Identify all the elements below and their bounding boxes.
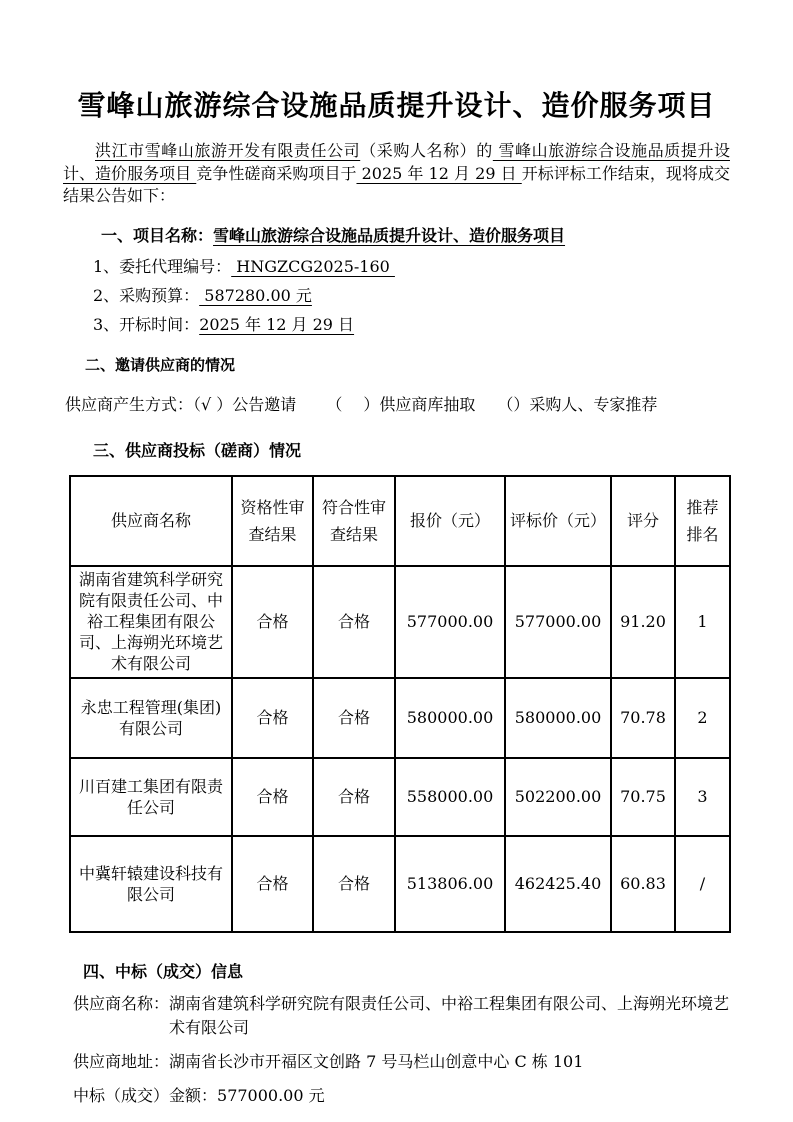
bid-open-date-underlined: 2025 年 12 月 29 日 [356,163,522,183]
cell-quote: 577000.00 [395,566,505,678]
cell-qualification: 合格 [232,836,313,932]
cell-quote: 580000.00 [395,678,505,758]
winner-name-value: 湖南省建筑科学研究院有限责任公司、中裕工程集团有限公司、上海朔光环境艺术有限公司 [169,993,730,1037]
section2-heading: 二、邀请供应商的情况 [85,355,236,374]
cell-conformity: 合格 [313,758,395,836]
col-header-conformity: 符合性审查结果 [313,476,395,566]
bid-table [69,475,731,933]
cell-score: 70.75 [611,758,675,836]
cell-quote: 558000.00 [395,758,505,836]
winner-name-line [73,992,730,1040]
cell-supplier-name: 永忠工程管理(集团)有限公司 [70,678,232,758]
cell-score: 91.20 [611,566,675,678]
cell-rank: 3 [675,758,730,836]
cell-score: 70.78 [611,678,675,758]
cell-qualification: 合格 [232,566,313,678]
intro-paragraph [63,140,730,208]
intro-text: 竞争性磋商采购项目于 [196,163,357,183]
table-row [70,566,730,678]
cell-score: 60.83 [611,836,675,932]
item-agency-code [93,258,730,275]
section4-heading: 四、中标（成交）信息 [83,961,244,981]
item-budget-value: 587280.00 元 [199,285,312,305]
cell-supplier-name: 湖南省建筑科学研究院有限责任公司、中裕工程集团有限公司、上海朔光环境艺术有限公司 [70,566,232,678]
intro-text: （采购人名称）的 [360,141,493,160]
section3-heading: 三、供应商投标（磋商）情况 [93,440,302,460]
item-budget-label: 2、采购预算： [93,285,200,305]
option-expert-recommend: （）采购人、专家推荐 [497,394,658,414]
cell-rank: / [675,836,730,932]
item-agency-code-value: HNGZCG2025-160 [231,256,395,276]
cell-eval-price: 502200.00 [505,758,611,836]
winner-name-label: 供应商名称： [73,993,170,1013]
cell-eval-price: 577000.00 [505,566,611,678]
project-name-underlined: 雪峰山旅游综合设施品质提升设计、造价服务项目 [63,141,730,183]
col-header-qualification: 资格性审查结果 [232,476,313,566]
col-header-score: 评分 [611,476,675,566]
cell-rank: 1 [675,566,730,678]
item-bid-date-value: 2025 年 12 月 29 日 [199,314,355,334]
supplier-method-line [65,396,730,414]
option-public-invitation: （√ ）公告邀请 [193,394,297,414]
cell-conformity: 合格 [313,678,395,758]
award-amount-value: 577000.00 元 [217,1085,325,1105]
award-amount-label: 中标（成交）金额： [73,1085,218,1105]
col-header-eval-price: 评标价（元） [505,476,611,566]
cell-eval-price: 580000.00 [505,678,611,758]
col-header-supplier: 供应商名称 [70,476,232,566]
table-row [70,678,730,758]
table-row [70,758,730,836]
cell-quote: 513806.00 [395,836,505,932]
item-bid-date [93,316,730,333]
cell-supplier-name: 川百建工集团有限责任公司 [70,758,232,836]
section1-heading-label: 一、项目名称： [101,225,214,245]
item-bid-date-label: 3、开标时间： [93,314,200,334]
winner-address-label: 供应商地址： [73,1051,170,1071]
cell-supplier-name: 中冀轩辕建设科技有限公司 [70,836,232,932]
table-header-row [70,476,730,566]
cell-conformity: 合格 [313,566,395,678]
cell-conformity: 合格 [313,836,395,932]
table-row [70,836,730,932]
col-header-rank: 推荐排名 [675,476,730,566]
item-agency-code-label: 1、委托代理编号： [93,256,232,276]
winner-address-line [73,1050,730,1074]
cell-eval-price: 462425.40 [505,836,611,932]
section1-heading [101,223,730,246]
purchaser-name: 洪江市雪峰山旅游开发有限责任公司 [95,141,361,160]
section1-project-name: 雪峰山旅游综合设施品质提升设计、造价服务项目 [213,225,566,245]
winner-address-value: 湖南省长沙市开福区文创路 7 号马栏山创意中心 C 栋 101 [169,1051,584,1071]
page-title: 雪峰山旅游综合设施品质提升设计、造价服务项目 [77,89,716,122]
cell-qualification: 合格 [232,678,313,758]
item-budget [93,287,730,304]
award-amount-line [73,1084,730,1108]
col-header-quote: 报价（元） [395,476,505,566]
supplier-method-label: 供应商产生方式： [65,394,194,414]
option-supplier-pool: （ ）供应商库抽取 [326,394,476,414]
cell-qualification: 合格 [232,758,313,836]
intro-text: 开标评标工作结束，现将成交结果公告如下： [63,163,730,205]
cell-rank: 2 [675,678,730,758]
